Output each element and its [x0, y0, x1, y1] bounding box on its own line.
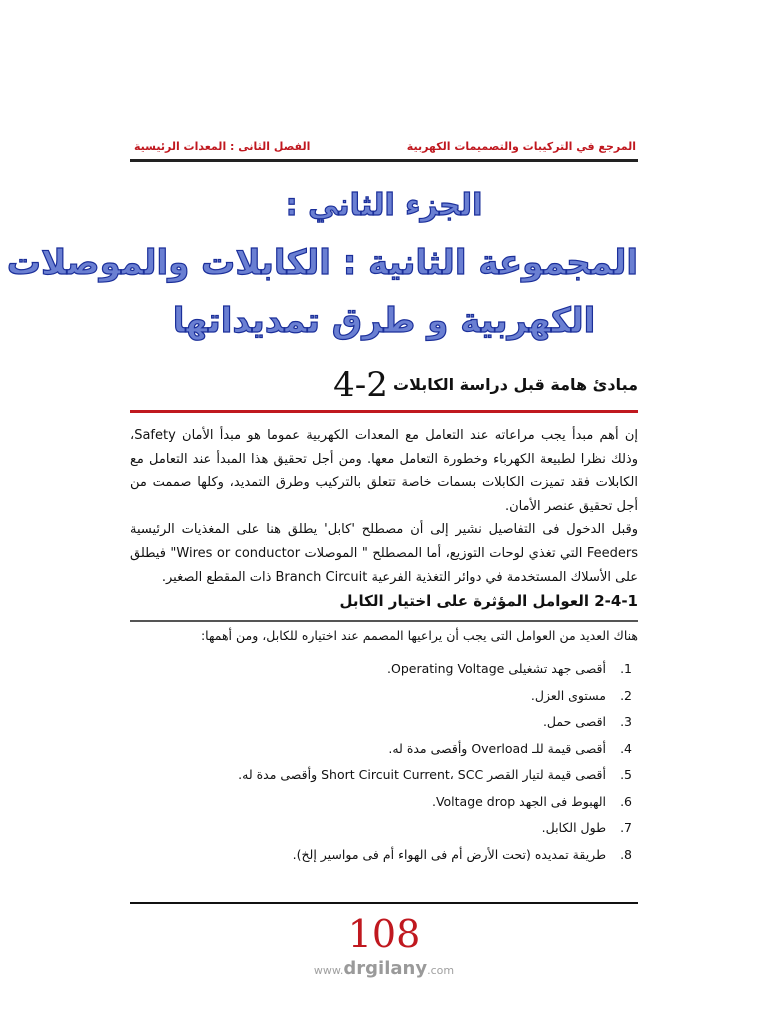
list-item: 4. أقصى قيمة للـ Overload وأقصى مدة له. — [388, 740, 632, 756]
chapter-title: الفصل الثانى : المعدات الرئيسية — [134, 140, 311, 153]
site-link[interactable] — [0, 958, 768, 979]
paragraph-1: إن أهم مبدأ يجب مراعاته عند التعامل مع المعدات الكهربية عموما هو مبدأ الأمان Safety، وذلك نظرا لطبيعة الكهرباء وخطورة التعامل معها. ومن أجل تحقيق هذا المبدأ عند التعامل مع الكابلات فقد تميزت الكابلات بسمات خاصة تتعلق بالتركيب وطرق التمديد، وكلها صممت من أجل تحقيق عنصر الأمان. — [130, 428, 638, 514]
section-heading — [130, 360, 638, 408]
list-item: 5. أقصى قيمة لتيار القصر Short Circuit Current، SCC وأقصى مدة له. — [238, 767, 632, 782]
list-item: 6. الهبوط فى الجهد Voltage drop. — [431, 793, 632, 809]
site-suffix: .com — [427, 964, 455, 977]
list-item: 1. أقصى جهد تشغيلى Operating Voltage. — [387, 661, 632, 676]
paragraph-2: وقبل الدخول فى التفاصيل نشير إلى أن مصطلح 'كابل' يطلق هنا على المغذيات الرئيسية Feeders التي تغذي لوحات التوزيع، أما المصطلح " الموصلات Wires or conductor" فيطلق على الأسلاك المستخدمة في دوائر التغذية الفرعية Branch Circuit ذات المقطع الصغير. — [130, 522, 639, 585]
factors-list — [130, 656, 638, 868]
section-divider — [130, 410, 638, 413]
book-title: المرجع في التركيبات والتصميمات الكهربية — [406, 140, 636, 153]
list-item: 8. طريقة تمديده (تحت الأرض أم فى الهواء أم فى مواسير إلخ). — [292, 846, 632, 862]
section-title: مبادئ هامة قبل دراسة الكابلات — [393, 374, 638, 394]
subsection-intro: هناك العديد من العوامل التى يجب أن يراعيها المصمم عند اختياره للكابل، ومن أهمها: — [200, 628, 638, 643]
section-number: 4-2 — [333, 364, 388, 405]
footer-divider — [130, 902, 638, 904]
part-title-line-1: الجزء الثاني : — [285, 188, 483, 223]
list-item: 3. اقصى حمل. — [542, 714, 632, 729]
subsection-title: 2-4-1 العوامل المؤثرة على اختيار الكابل — [339, 592, 638, 610]
part-title — [6, 178, 638, 350]
running-header — [134, 140, 636, 153]
page-number: 108 — [347, 912, 421, 956]
subsection-divider — [130, 620, 638, 622]
header-divider — [130, 159, 638, 162]
part-title-line-2: المجموعة الثانية : الكابلات والموصلات — [6, 243, 638, 283]
list-item: 2. مستوى العزل. — [530, 687, 632, 703]
body-paragraph — [130, 424, 638, 589]
site-prefix: www. — [313, 964, 344, 977]
list-item: 7. طول الكابل. — [541, 820, 632, 835]
part-title-line-3: الكهربية و طرق تمديداتها — [172, 301, 596, 341]
site-name: drgilany — [343, 958, 428, 979]
